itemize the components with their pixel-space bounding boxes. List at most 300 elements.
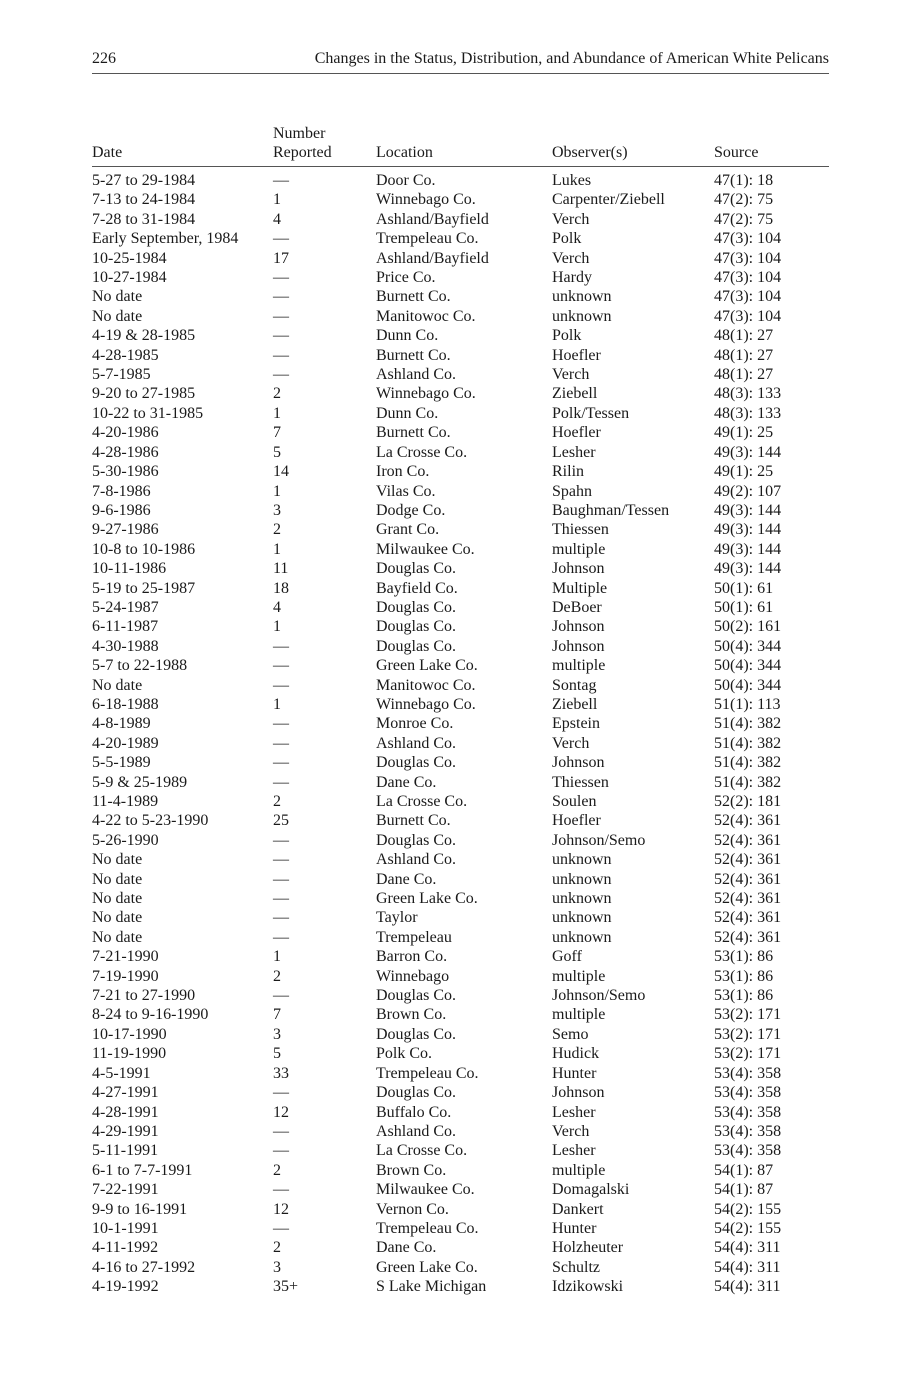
- table-row: [92, 889, 829, 908]
- cell-date: 5-11-1991: [92, 1142, 159, 1160]
- cell-location: Ashland Co.: [376, 366, 456, 384]
- column-header-source-label: Source: [714, 144, 759, 161]
- cell-location: La Crosse Co.: [376, 443, 468, 461]
- cell-observers: Johnson/Semo: [552, 987, 646, 1005]
- cell-observers: unknown: [552, 870, 612, 888]
- cell-date: 7-13 to 24-1984: [92, 191, 196, 209]
- cell-source: 54(4): 311: [714, 1239, 781, 1257]
- cell-source: 47(2): 75: [714, 191, 774, 209]
- column-header-number-line2: Reported: [273, 144, 332, 161]
- table-header-row: [92, 124, 829, 167]
- table-row: [92, 617, 829, 636]
- cell-number-reported: —: [273, 288, 289, 306]
- cell-location: Vernon Co.: [376, 1200, 449, 1218]
- cell-date: 10-1-1991: [92, 1219, 159, 1237]
- cell-date: 5-26-1990: [92, 831, 159, 849]
- column-header-number-line1: Number: [273, 125, 326, 142]
- cell-date: No date: [92, 909, 143, 927]
- cell-number-reported: 1: [273, 404, 281, 422]
- cell-date: No date: [92, 676, 143, 694]
- cell-location: Douglas Co.: [376, 637, 456, 655]
- cell-location: Brown Co.: [376, 1006, 447, 1024]
- cell-date: Early September, 1984: [92, 230, 239, 248]
- table-row: [92, 676, 829, 695]
- cell-observers: Hoefler: [552, 812, 601, 830]
- cell-source: 47(3): 104: [714, 288, 782, 306]
- table-row: [92, 365, 829, 384]
- cell-date: 7-21-1990: [92, 948, 159, 966]
- cell-source: 47(3): 104: [714, 249, 782, 267]
- cell-location: Monroe Co.: [376, 715, 454, 733]
- cell-source: 53(1): 86: [714, 948, 774, 966]
- cell-location: Trempeleau Co.: [376, 1219, 479, 1237]
- cell-source: 54(1): 87: [714, 1181, 774, 1199]
- cell-date: 4-28-1985: [92, 346, 159, 364]
- cell-date: 6-1 to 7-7-1991: [92, 1161, 193, 1179]
- table-row: [92, 753, 829, 772]
- cell-source: 49(2): 107: [714, 482, 782, 500]
- cell-date: 9-20 to 27-1985: [92, 385, 196, 403]
- cell-date: 4-5-1991: [92, 1064, 151, 1082]
- table-row: [92, 540, 829, 559]
- table-row: [92, 1161, 829, 1180]
- cell-location: Douglas Co.: [376, 618, 456, 636]
- cell-location: Douglas Co.: [376, 1084, 456, 1102]
- cell-number-reported: —: [273, 1142, 289, 1160]
- cell-source: 47(3): 104: [714, 230, 782, 248]
- cell-source: 53(4): 358: [714, 1084, 782, 1102]
- cell-number-reported: 35+: [273, 1278, 299, 1296]
- cell-date: 5-30-1986: [92, 463, 159, 481]
- cell-observers: Verch: [552, 1122, 590, 1140]
- cell-date: No date: [92, 928, 143, 946]
- cell-location: Dane Co.: [376, 773, 437, 791]
- cell-location: Douglas Co.: [376, 754, 456, 772]
- cell-source: 52(2): 181: [714, 793, 782, 810]
- cell-source: 54(2): 155: [714, 1200, 782, 1218]
- cell-date: 4-29-1991: [92, 1122, 159, 1140]
- cell-date: 10-27-1984: [92, 269, 167, 287]
- cell-source: 50(4): 344: [714, 637, 782, 655]
- cell-number-reported: 5: [273, 1045, 281, 1063]
- table-row: [92, 1180, 829, 1199]
- cell-source: 51(4): 382: [714, 754, 782, 772]
- cell-location: Burnett Co.: [376, 424, 451, 442]
- cell-number-reported: 12: [273, 1103, 289, 1121]
- cell-date: 4-8-1989: [92, 715, 151, 733]
- cell-location: Burnett Co.: [376, 346, 451, 364]
- cell-observers: multiple: [552, 1161, 606, 1179]
- cell-number-reported: 12: [273, 1200, 289, 1218]
- cell-observers: Holzheuter: [552, 1239, 624, 1257]
- cell-observers: multiple: [552, 967, 606, 985]
- cell-number-reported: 1: [273, 948, 281, 966]
- cell-observers: Lukes: [552, 172, 592, 189]
- cell-observers: Thiessen: [552, 521, 609, 539]
- table-row: [92, 1005, 829, 1024]
- cell-observers: Domagalski: [552, 1181, 630, 1199]
- cell-location: Ashland Co.: [376, 851, 456, 869]
- cell-date: 11-4-1989: [92, 793, 159, 810]
- cell-number-reported: 1: [273, 695, 281, 713]
- cell-observers: multiple: [552, 540, 606, 558]
- cell-observers: Ziebell: [552, 695, 598, 713]
- cell-location: Green Lake Co.: [376, 890, 478, 908]
- cell-observers: Verch: [552, 734, 590, 752]
- cell-number-reported: —: [273, 307, 289, 325]
- cell-number-reported: —: [273, 831, 289, 849]
- cell-observers: unknown: [552, 307, 612, 325]
- cell-observers: unknown: [552, 928, 612, 946]
- cell-location: Winnebago: [376, 967, 450, 985]
- cell-number-reported: —: [273, 928, 289, 946]
- table-row: [92, 695, 829, 714]
- cell-number-reported: 1: [273, 618, 281, 636]
- cell-source: 53(2): 171: [714, 1045, 782, 1063]
- cell-number-reported: —: [273, 851, 289, 869]
- cell-location: Winnebago Co.: [376, 385, 476, 403]
- cell-location: Douglas Co.: [376, 1025, 456, 1043]
- table-row: [92, 947, 829, 966]
- table-row: [92, 928, 829, 947]
- cell-source: 47(3): 104: [714, 307, 782, 325]
- cell-date: 4-30-1988: [92, 637, 159, 655]
- table-row: [92, 831, 829, 850]
- cell-date: 10-25-1984: [92, 249, 167, 267]
- table-row: [92, 1122, 829, 1141]
- cell-observers: Verch: [552, 249, 590, 267]
- cell-number-reported: —: [273, 637, 289, 655]
- cell-observers: Lesher: [552, 443, 596, 461]
- cell-source: 47(2): 75: [714, 210, 774, 228]
- table-row: [92, 656, 829, 675]
- table-row: [92, 579, 829, 598]
- cell-date: 5-27 to 29-1984: [92, 172, 196, 189]
- cell-observers: unknown: [552, 851, 612, 869]
- cell-number-reported: —: [273, 715, 289, 733]
- cell-source: 49(3): 144: [714, 540, 782, 558]
- cell-source: 50(2): 161: [714, 618, 782, 636]
- cell-date: 7-19-1990: [92, 967, 159, 985]
- cell-location: Brown Co.: [376, 1161, 447, 1179]
- cell-source: 53(4): 358: [714, 1142, 782, 1160]
- cell-number-reported: 5: [273, 443, 281, 461]
- cell-source: 53(4): 358: [714, 1064, 782, 1082]
- cell-source: 50(1): 61: [714, 598, 774, 616]
- cell-location: Douglas Co.: [376, 560, 456, 578]
- cell-date: 10-8 to 10-1986: [92, 540, 196, 558]
- cell-observers: Semo: [552, 1025, 589, 1043]
- table-row: [92, 326, 829, 345]
- cell-source: 53(4): 358: [714, 1103, 782, 1121]
- table-row: [92, 1064, 829, 1083]
- cell-source: 49(3): 144: [714, 560, 782, 578]
- table-row: [92, 1141, 829, 1160]
- cell-source: 52(4): 361: [714, 831, 782, 849]
- cell-location: La Crosse Co.: [376, 793, 468, 810]
- cell-number-reported: 1: [273, 191, 281, 209]
- table-row: [92, 268, 829, 287]
- cell-date: 4-16 to 27-1992: [92, 1258, 196, 1276]
- cell-observers: Rilin: [552, 463, 585, 481]
- table-row: [92, 1044, 829, 1063]
- cell-location: Dunn Co.: [376, 404, 439, 422]
- column-header-location: [376, 124, 552, 167]
- table-row: [92, 1258, 829, 1277]
- cell-number-reported: —: [273, 1181, 289, 1199]
- table-row: [92, 229, 829, 248]
- cell-location: Ashland/Bayfield: [376, 210, 489, 228]
- page-number: 226: [92, 50, 116, 67]
- column-header-observers-label: Observer(s): [552, 144, 628, 161]
- cell-location: La Crosse Co.: [376, 1142, 468, 1160]
- cell-number-reported: 14: [273, 463, 289, 481]
- cell-number-reported: —: [273, 909, 289, 927]
- cell-location: Burnett Co.: [376, 288, 451, 306]
- running-title: Changes in the Status, Distribution, and Abundance of American White Pelicans: [314, 50, 829, 67]
- cell-observers: unknown: [552, 890, 612, 908]
- cell-date: 4-11-1992: [92, 1239, 159, 1257]
- cell-date: 5-7 to 22-1988: [92, 657, 188, 675]
- cell-source: 54(2): 155: [714, 1219, 782, 1237]
- table-row: [92, 908, 829, 927]
- table-row: [92, 1277, 829, 1296]
- cell-number-reported: 2: [273, 521, 281, 539]
- cell-source: 53(2): 171: [714, 1006, 782, 1024]
- cell-location: Vilas Co.: [376, 482, 436, 500]
- cell-number-reported: 2: [273, 385, 281, 403]
- cell-location: Dane Co.: [376, 1239, 437, 1257]
- cell-number-reported: —: [273, 773, 289, 791]
- cell-number-reported: —: [273, 346, 289, 364]
- cell-observers: DeBoer: [552, 598, 602, 616]
- table-row: [92, 443, 829, 462]
- cell-number-reported: 2: [273, 1239, 281, 1257]
- cell-source: 52(4): 361: [714, 812, 782, 830]
- cell-date: 7-28 to 31-1984: [92, 210, 196, 228]
- cell-observers: Hardy: [552, 269, 592, 287]
- table-row: [92, 1025, 829, 1044]
- cell-date: 5-5-1989: [92, 754, 151, 772]
- cell-location: Grant Co.: [376, 521, 440, 539]
- cell-date: No date: [92, 307, 143, 325]
- table-row: [92, 190, 829, 209]
- cell-source: 53(2): 171: [714, 1025, 782, 1043]
- cell-location: Bayfield Co.: [376, 579, 458, 597]
- cell-observers: Baughman/Tessen: [552, 501, 670, 519]
- cell-location: Door Co.: [376, 172, 436, 189]
- cell-observers: Sontag: [552, 676, 597, 694]
- cell-date: 5-9 & 25-1989: [92, 773, 188, 791]
- cell-observers: Johnson: [552, 637, 605, 655]
- cell-location: Douglas Co.: [376, 598, 456, 616]
- cell-date: 4-19-1992: [92, 1278, 159, 1296]
- cell-date: 11-19-1990: [92, 1045, 167, 1063]
- cell-location: Green Lake Co.: [376, 1258, 478, 1276]
- cell-number-reported: —: [273, 327, 289, 345]
- cell-number-reported: 25: [273, 812, 289, 830]
- cell-date: 7-8-1986: [92, 482, 151, 500]
- header-rule: [92, 73, 829, 74]
- cell-date: 6-11-1987: [92, 618, 159, 636]
- cell-number-reported: 3: [273, 501, 281, 519]
- cell-observers: Johnson: [552, 560, 605, 578]
- table-row: [92, 307, 829, 326]
- table-row: [92, 167, 829, 191]
- cell-location: Burnett Co.: [376, 812, 451, 830]
- cell-source: 48(1): 27: [714, 366, 774, 384]
- cell-observers: Goff: [552, 948, 582, 966]
- cell-observers: Soulen: [552, 793, 597, 810]
- table-row: [92, 811, 829, 830]
- cell-observers: Lesher: [552, 1103, 596, 1121]
- cell-observers: Johnson: [552, 1084, 605, 1102]
- cell-number-reported: 33: [273, 1064, 289, 1082]
- table-row: [92, 287, 829, 306]
- cell-source: 54(1): 87: [714, 1161, 774, 1179]
- cell-location: Dunn Co.: [376, 327, 439, 345]
- cell-observers: Spahn: [552, 482, 592, 500]
- cell-number-reported: —: [273, 890, 289, 908]
- table-row: [92, 1083, 829, 1102]
- cell-source: 53(1): 86: [714, 987, 774, 1005]
- cell-observers: Verch: [552, 366, 590, 384]
- table-row: [92, 520, 829, 539]
- cell-date: 4-22 to 5-23-1990: [92, 812, 209, 830]
- cell-date: No date: [92, 288, 143, 306]
- table-row: [92, 559, 829, 578]
- cell-observers: multiple: [552, 657, 606, 675]
- cell-location: Polk Co.: [376, 1045, 433, 1063]
- column-header-number-reported: [273, 124, 376, 167]
- table-row: [92, 404, 829, 423]
- cell-source: 48(3): 133: [714, 385, 782, 403]
- table-row: [92, 482, 829, 501]
- cell-number-reported: —: [273, 870, 289, 888]
- cell-location: Trempeleau Co.: [376, 230, 479, 248]
- cell-date: 4-20-1986: [92, 424, 159, 442]
- page-header: [92, 50, 829, 72]
- cell-source: 48(3): 133: [714, 404, 782, 422]
- cell-observers: Verch: [552, 210, 590, 228]
- cell-number-reported: 18: [273, 579, 289, 597]
- table-row: [92, 249, 829, 268]
- table-row: [92, 384, 829, 403]
- cell-source: 49(3): 144: [714, 443, 782, 461]
- cell-location: Milwaukee Co.: [376, 540, 475, 558]
- cell-number-reported: —: [273, 1084, 289, 1102]
- column-header-date-label: Date: [92, 144, 123, 161]
- cell-number-reported: 2: [273, 967, 281, 985]
- cell-observers: multiple: [552, 1006, 606, 1024]
- cell-source: 54(4): 311: [714, 1278, 781, 1296]
- cell-source: 49(3): 144: [714, 521, 782, 539]
- cell-number-reported: —: [273, 734, 289, 752]
- cell-source: 47(1): 18: [714, 172, 774, 189]
- cell-source: 51(4): 382: [714, 773, 782, 791]
- cell-date: No date: [92, 890, 143, 908]
- column-header-location-label: Location: [376, 144, 433, 161]
- cell-location: Iron Co.: [376, 463, 430, 481]
- cell-location: Ashland Co.: [376, 734, 456, 752]
- table-row: [92, 501, 829, 520]
- cell-source: 50(4): 344: [714, 657, 782, 675]
- cell-number-reported: 2: [273, 1161, 281, 1179]
- cell-date: 9-6-1986: [92, 501, 151, 519]
- cell-source: 53(4): 358: [714, 1122, 782, 1140]
- cell-observers: Lesher: [552, 1142, 596, 1160]
- cell-date: 4-28-1986: [92, 443, 159, 461]
- cell-source: 54(4): 311: [714, 1258, 781, 1276]
- cell-location: Douglas Co.: [376, 831, 456, 849]
- cell-location: Trempeleau Co.: [376, 1064, 479, 1082]
- cell-location: Winnebago Co.: [376, 695, 476, 713]
- cell-source: 53(1): 86: [714, 967, 774, 985]
- cell-number-reported: 7: [273, 1006, 281, 1024]
- cell-number-reported: 3: [273, 1258, 281, 1276]
- cell-location: Barron Co.: [376, 948, 448, 966]
- cell-date: 7-21 to 27-1990: [92, 987, 196, 1005]
- cell-date: 4-27-1991: [92, 1084, 159, 1102]
- table-row: [92, 850, 829, 869]
- cell-observers: Polk: [552, 327, 582, 345]
- table-row: [92, 462, 829, 481]
- cell-location: Ashland Co.: [376, 1122, 456, 1140]
- cell-location: Green Lake Co.: [376, 657, 478, 675]
- cell-source: 52(4): 361: [714, 909, 782, 927]
- cell-number-reported: 4: [273, 210, 281, 228]
- cell-location: S Lake Michigan: [376, 1278, 487, 1296]
- cell-source: 52(4): 361: [714, 928, 782, 946]
- cell-number-reported: 1: [273, 540, 281, 558]
- cell-location: Manitowoc Co.: [376, 307, 476, 325]
- cell-number-reported: —: [273, 172, 289, 189]
- cell-observers: Hudick: [552, 1045, 600, 1063]
- cell-location: Winnebago Co.: [376, 191, 476, 209]
- table-body: [92, 167, 829, 1297]
- table-row: [92, 714, 829, 733]
- table-row: [92, 346, 829, 365]
- cell-source: 49(1): 25: [714, 463, 774, 481]
- cell-number-reported: —: [273, 230, 289, 248]
- cell-date: 5-19 to 25-1987: [92, 579, 196, 597]
- cell-observers: Johnson: [552, 618, 605, 636]
- cell-location: Dane Co.: [376, 870, 437, 888]
- table-row: [92, 1200, 829, 1219]
- cell-source: 48(1): 27: [714, 327, 774, 345]
- cell-date: 10-11-1986: [92, 560, 167, 578]
- cell-source: 50(4): 344: [714, 676, 782, 694]
- cell-observers: Dankert: [552, 1200, 604, 1218]
- cell-date: 10-17-1990: [92, 1025, 167, 1043]
- cell-date: 10-22 to 31-1985: [92, 404, 204, 422]
- cell-observers: unknown: [552, 288, 612, 306]
- table-row: [92, 870, 829, 889]
- table-row: [92, 598, 829, 617]
- cell-observers: Polk/Tessen: [552, 404, 630, 422]
- table-row: [92, 1238, 829, 1257]
- cell-source: 50(1): 61: [714, 579, 774, 597]
- cell-number-reported: —: [273, 1122, 289, 1140]
- cell-date: 5-24-1987: [92, 598, 159, 616]
- cell-location: Price Co.: [376, 269, 436, 287]
- cell-observers: unknown: [552, 909, 612, 927]
- table-row: [92, 1103, 829, 1122]
- cell-source: 49(1): 25: [714, 424, 774, 442]
- cell-source: 48(1): 27: [714, 346, 774, 364]
- table-row: [92, 773, 829, 792]
- cell-number-reported: 7: [273, 424, 281, 442]
